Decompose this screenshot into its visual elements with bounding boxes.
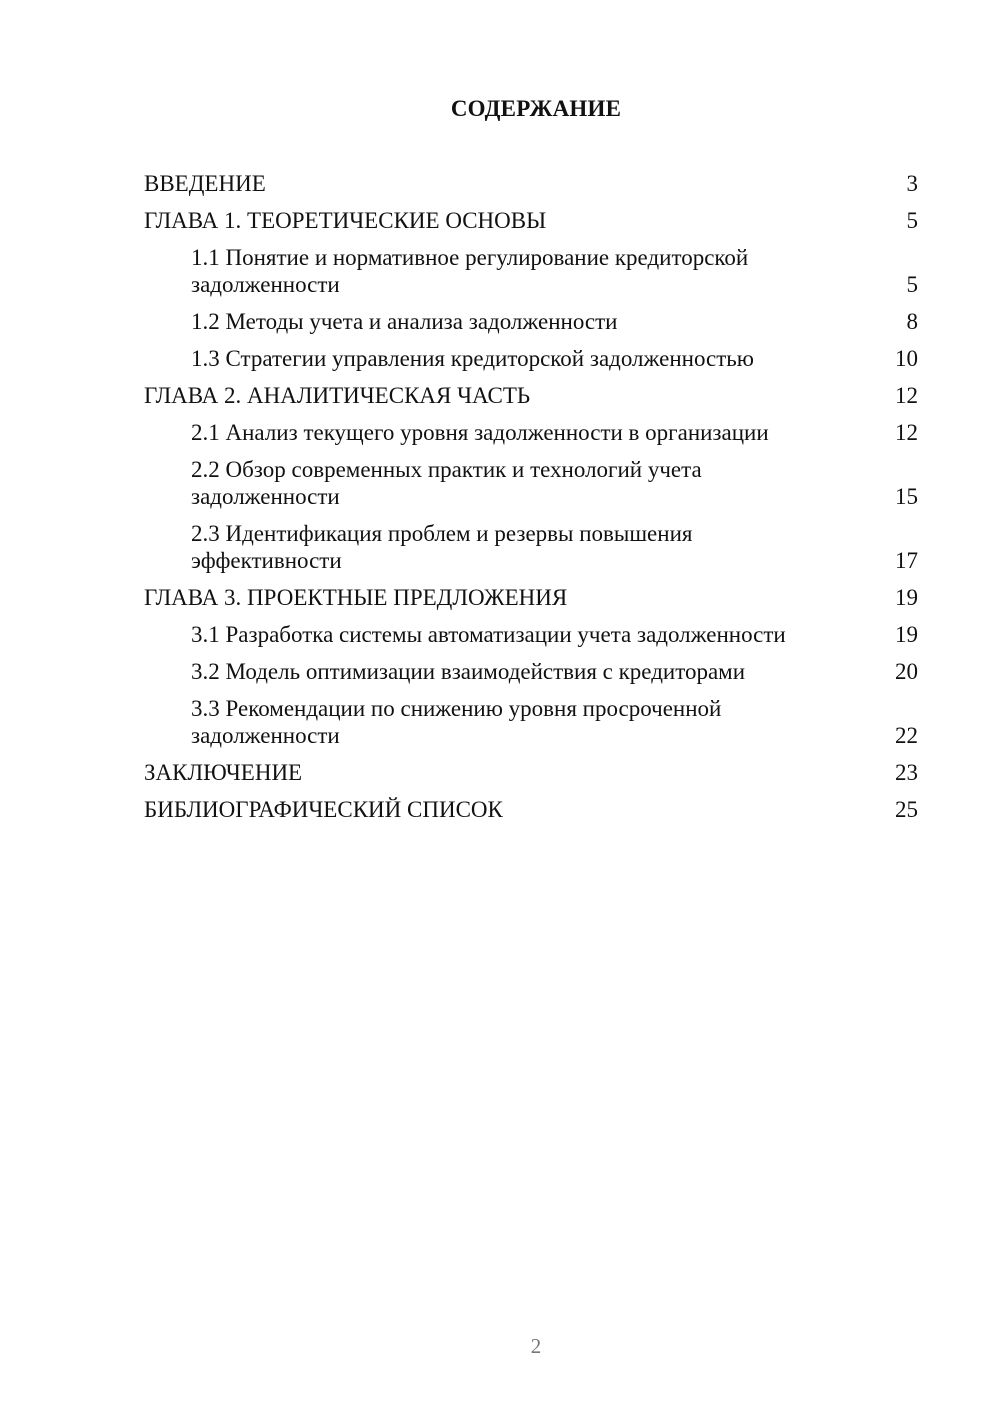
toc-entry-page: 5 xyxy=(906,208,918,233)
toc-subentry[interactable] xyxy=(144,456,920,510)
toc-subentry-title: 2.1 Анализ текущего уровня задолженности в организации xyxy=(191,420,769,445)
toc-subentry-page: 15 xyxy=(895,484,918,509)
toc-entry[interactable] xyxy=(144,382,920,409)
toc-subentry[interactable] xyxy=(144,419,920,446)
toc-subentry-page: 10 xyxy=(895,346,918,371)
toc-entry-page: 25 xyxy=(895,797,918,822)
toc-subentry-page: 17 xyxy=(895,548,918,573)
toc-subentry-page: 8 xyxy=(906,309,918,334)
toc-subentry-title: 1.3 Стратегии управления кредиторской задолженностью xyxy=(191,346,754,371)
toc-subentry-page: 20 xyxy=(895,659,918,684)
toc-entry-page: 23 xyxy=(895,760,918,785)
toc-entry-title: ЗАКЛЮЧЕНИЕ xyxy=(144,760,303,785)
toc-subentry-title: 1.2 Методы учета и анализа задолженности xyxy=(191,309,618,334)
toc-subentry-title: 2.3 Идентификация проблем и резервы повышения эффективности xyxy=(191,521,693,573)
toc-entry[interactable] xyxy=(144,207,920,234)
page-number: 2 xyxy=(530,1334,542,1358)
toc-subentry-page: 5 xyxy=(906,272,918,297)
toc-subentry-page: 22 xyxy=(895,723,918,748)
toc-subentry-title: 3.3 Рекомендации по снижению уровня просроченной задолженности xyxy=(191,696,722,748)
toc-entry-title: БИБЛИОГРАФИЧЕСКИЙ СПИСОК xyxy=(144,797,503,822)
toc-subentry-page: 12 xyxy=(895,420,918,445)
table-of-contents xyxy=(144,170,920,833)
toc-subentry-title: 1.1 Понятие и нормативное регулирование кредиторской задолженности xyxy=(191,245,749,297)
toc-entry-title: ГЛАВА 1. ТЕОРЕТИЧЕСКИЕ ОСНОВЫ xyxy=(144,208,547,233)
toc-subentry[interactable] xyxy=(144,345,920,372)
toc-subentry[interactable] xyxy=(144,308,920,335)
toc-entry-page: 19 xyxy=(895,585,918,610)
toc-entry-title: ВВЕДЕНИЕ xyxy=(144,171,266,196)
toc-subentry-title: 3.1 Разработка системы автоматизации учета задолженности xyxy=(191,622,786,647)
toc-entry[interactable] xyxy=(144,796,920,823)
toc-entry[interactable] xyxy=(144,170,920,197)
toc-subentry[interactable] xyxy=(144,621,920,648)
toc-subentry[interactable] xyxy=(144,520,920,574)
toc-subentry-title: 3.2 Модель оптимизации взаимодействия с кредиторами xyxy=(191,659,746,684)
toc-entry-page: 3 xyxy=(906,171,918,196)
page-title: СОДЕРЖАНИЕ xyxy=(450,96,622,121)
toc-entry[interactable] xyxy=(144,584,920,611)
toc-subentry[interactable] xyxy=(144,244,920,298)
toc-entry-title: ГЛАВА 3. ПРОЕКТНЫЕ ПРЕДЛОЖЕНИЯ xyxy=(144,585,568,610)
toc-entry-title: ГЛАВА 2. АНАЛИТИЧЕСКАЯ ЧАСТЬ xyxy=(144,383,531,408)
toc-subentry-title: 2.2 Обзор современных практик и технологий учета задолженности xyxy=(191,457,702,509)
toc-subentry[interactable] xyxy=(144,695,920,749)
toc-subentry-page: 19 xyxy=(895,622,918,647)
toc-subentry[interactable] xyxy=(144,658,920,685)
toc-entry-page: 12 xyxy=(895,383,918,408)
toc-entry[interactable] xyxy=(144,759,920,786)
